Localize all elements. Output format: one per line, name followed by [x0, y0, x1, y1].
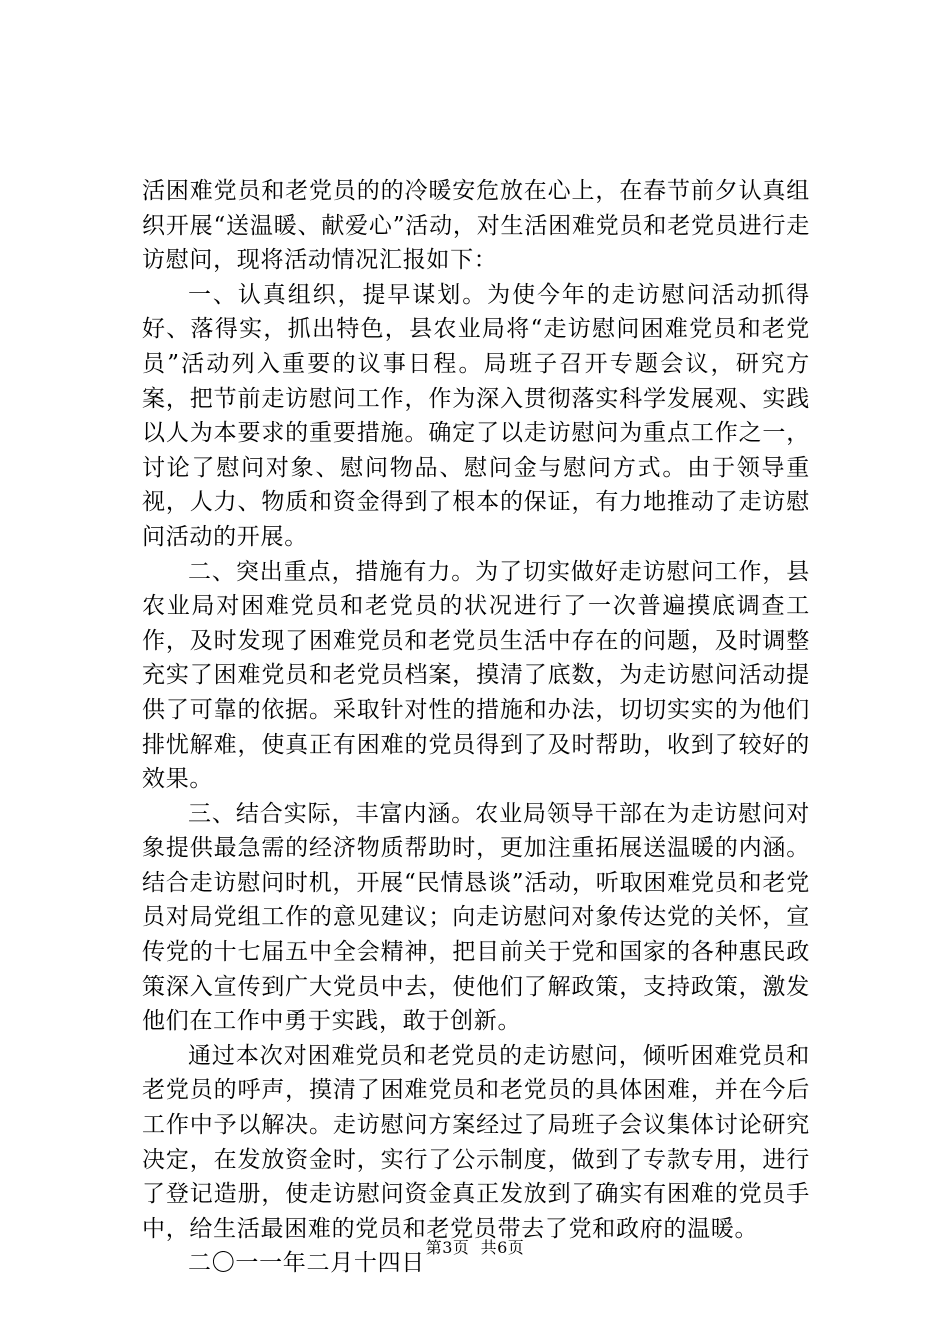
paragraph-section-two: 二、突出重点，措施有力。为了切实做好走访慰问工作，县农业局对困难党员和老党员的状况进行了一次普遍摸底调查工作，及时发现了困难党员和老党员生活中存在的问题，及时调整充实了困难党员和老党员档案，摸清了底数，为走访慰问活动提供了可靠的依据。采取针对性的措施和办法，切切实实的为他们排忧解难，使真正有困难的党员得到了及时帮助，收到了较好的效果。	[142, 558, 810, 793]
page-footer	[0, 1238, 950, 1258]
paragraph-section-three: 三、结合实际，丰富内涵。农业局领导干部在为走访慰问对象提供最急需的经济物质帮助时，更加注重拓展送温暖的内涵。结合走访慰问时机，开展“民情恳谈”活动，听取困难党员和老党员对局党组工作的意见建议；向走访慰问对象传达党的关怀，宣传党的十七届五中全会精神，把目前关于党和国家的各种惠民政策深入宣传到广大党员中去，使他们了解政策，支持政策，激发他们在工作中勇于实践，敢于创新。	[142, 800, 810, 1035]
paragraph-section-one: 一、认真组织，提早谋划。为使今年的走访慰问活动抓得好、落得实，抓出特色，县农业局将“走访慰问困难党员和老党员”活动列入重要的议事日程。局班子召开专题会议，研究方案，把节前走访慰问工作，作为深入贯彻落实科学发展观、实践以人为本要求的重要措施。确定了以走访慰问为重点工作之一，讨论了慰问对象、慰问物品、慰问金与慰问方式。由于领导重视，人力、物质和资金得到了根本的保证，有力地推动了走访慰问活动的开展。	[142, 281, 810, 550]
page-number-label: 第3页 共6页	[425, 1238, 525, 1257]
paragraph-intro: 活困难党员和老党员的的冷暖安危放在心上，在春节前夕认真组织开展“送温暖、献爱心”活动，对生活困难党员和老党员进行走访慰问，现将活动情况汇报如下：	[142, 178, 810, 274]
document-date: 二〇一一年二月十四日	[188, 1250, 425, 1277]
paragraph-conclusion: 通过本次对困难党员和老党员的走访慰问，倾听困难党员和老党员的呼声，摸清了困难党员和老党员的具体困难，并在今后工作中予以解决。走访慰问方案经过了局班子会议集体讨论研究决定，在发放资金时，实行了公示制度，做到了专款专用，进行了登记造册，使走访慰问资金真正发放到了确实有困难的党员手中，给生活最困难的党员和老党员带去了党和政府的温暖。	[142, 1042, 810, 1242]
document-body	[142, 174, 810, 1281]
